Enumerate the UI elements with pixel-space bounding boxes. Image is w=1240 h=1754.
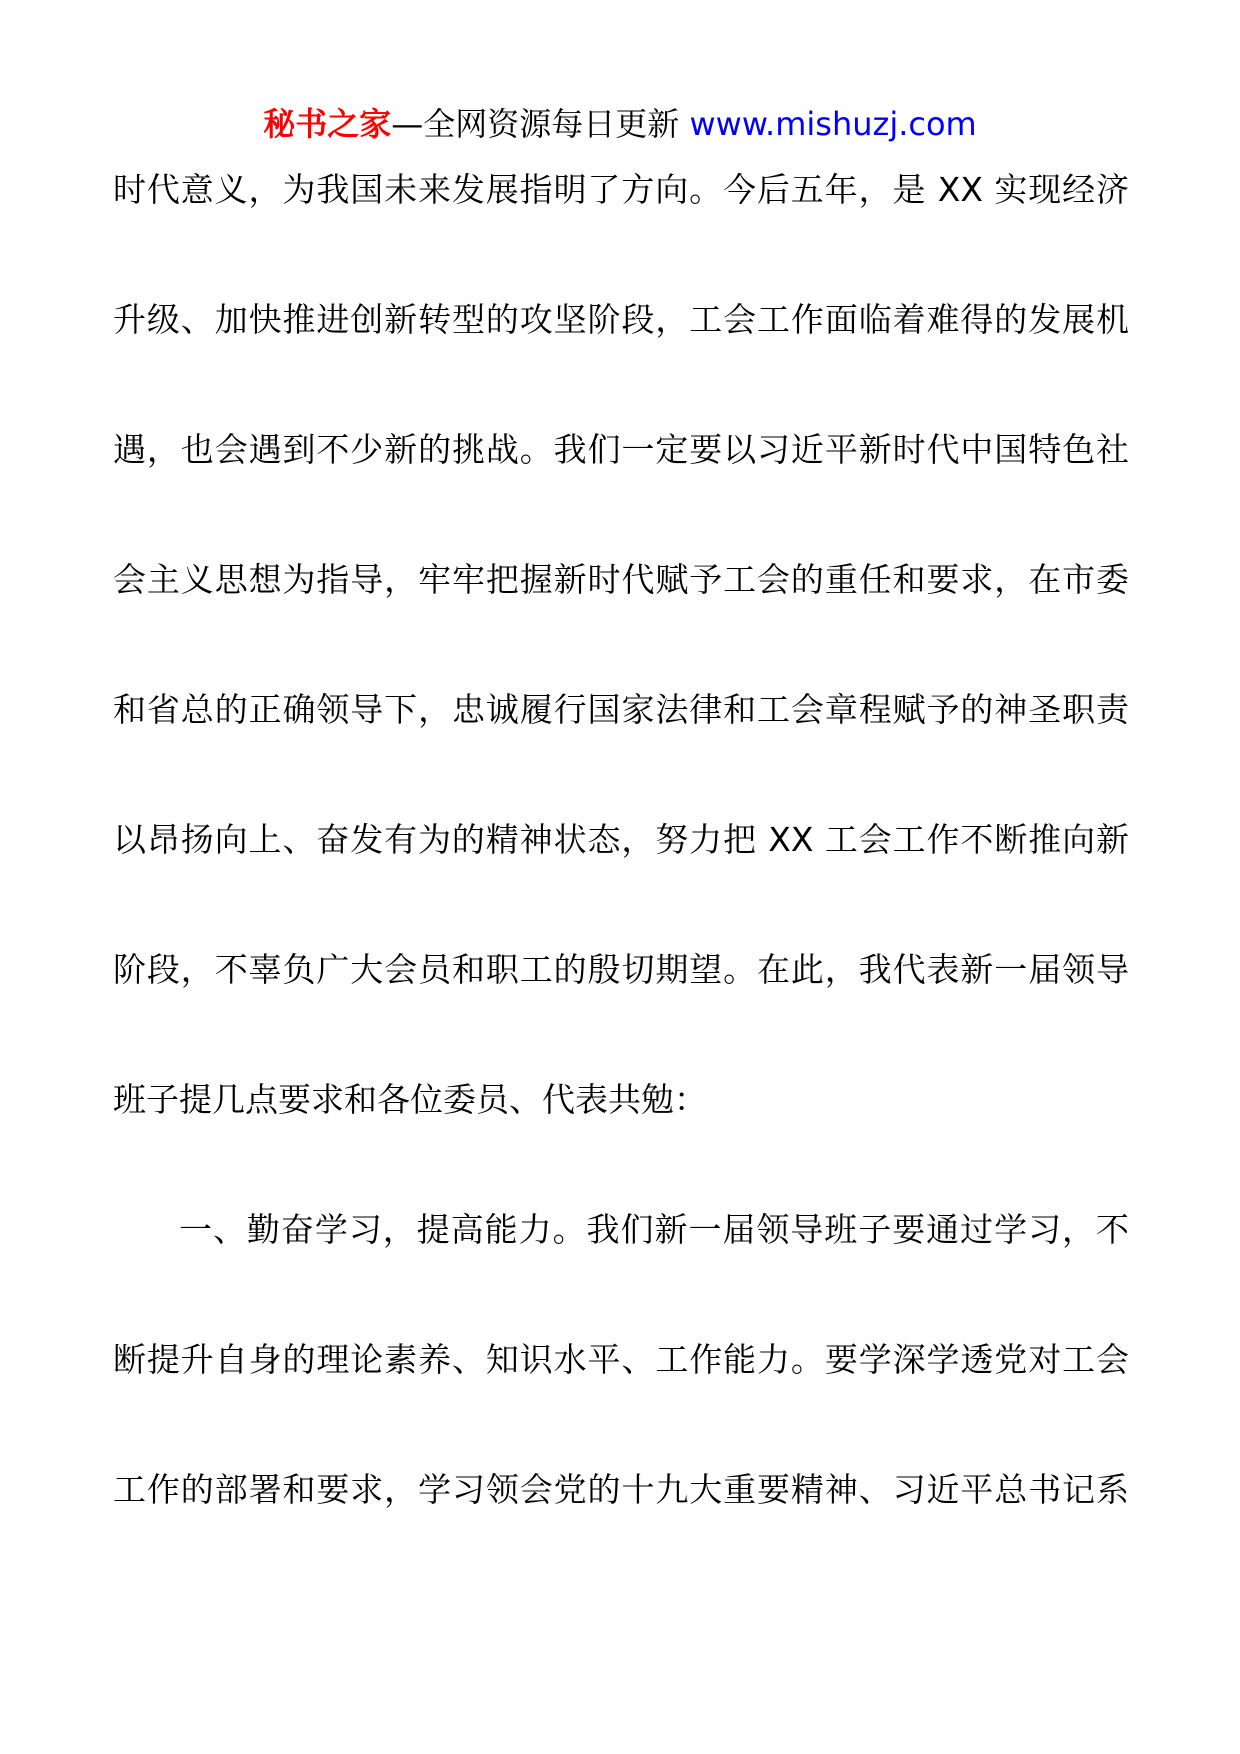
paragraph-line: 和省总的正确领导下，忠诚履行国家法律和工会章程赋予的神圣职责 — [113, 690, 1129, 729]
page-header — [0, 100, 1240, 148]
paragraph-line: 断提升自身的理论素养、知识水平、工作能力。要学深学透党对工会 — [113, 1340, 1129, 1379]
paragraph-line: 班子提几点要求和各位委员、代表共勉： — [113, 1080, 707, 1119]
paragraph-line: 升级、加快推进创新转型的攻坚阶段，工会工作面临着难得的发展机 — [113, 300, 1129, 339]
section-heading-line: 一、勤奋学习，提高能力。我们新一届领导班子要通过学习，不 — [179, 1210, 1129, 1249]
document-body — [113, 160, 1129, 1590]
header-brand: 秘书之家 — [263, 105, 392, 143]
header-tagline: —全网资源每日更新 — [391, 105, 690, 143]
paragraph-line: 时代意义，为我国未来发展指明了方向。今后五年，是 XX 实现经济 — [113, 170, 1129, 209]
paragraph-line: 会主义思想为指导，牢牢把握新时代赋予工会的重任和要求，在市委 — [113, 560, 1129, 599]
paragraph-line: 阶段，不辜负广大会员和职工的殷切期望。在此，我代表新一届领导 — [113, 950, 1129, 989]
header-url-link[interactable]: www.mishuzj.com — [689, 105, 977, 143]
paragraph-line: 以昂扬向上、奋发有为的精神状态，努力把 XX 工会工作不断推向新 — [113, 820, 1129, 859]
paragraph-line: 遇，也会遇到不少新的挑战。我们一定要以习近平新时代中国特色社 — [113, 430, 1129, 469]
paragraph-line: 工作的部署和要求，学习领会党的十九大重要精神、习近平总书记系 — [113, 1470, 1129, 1509]
